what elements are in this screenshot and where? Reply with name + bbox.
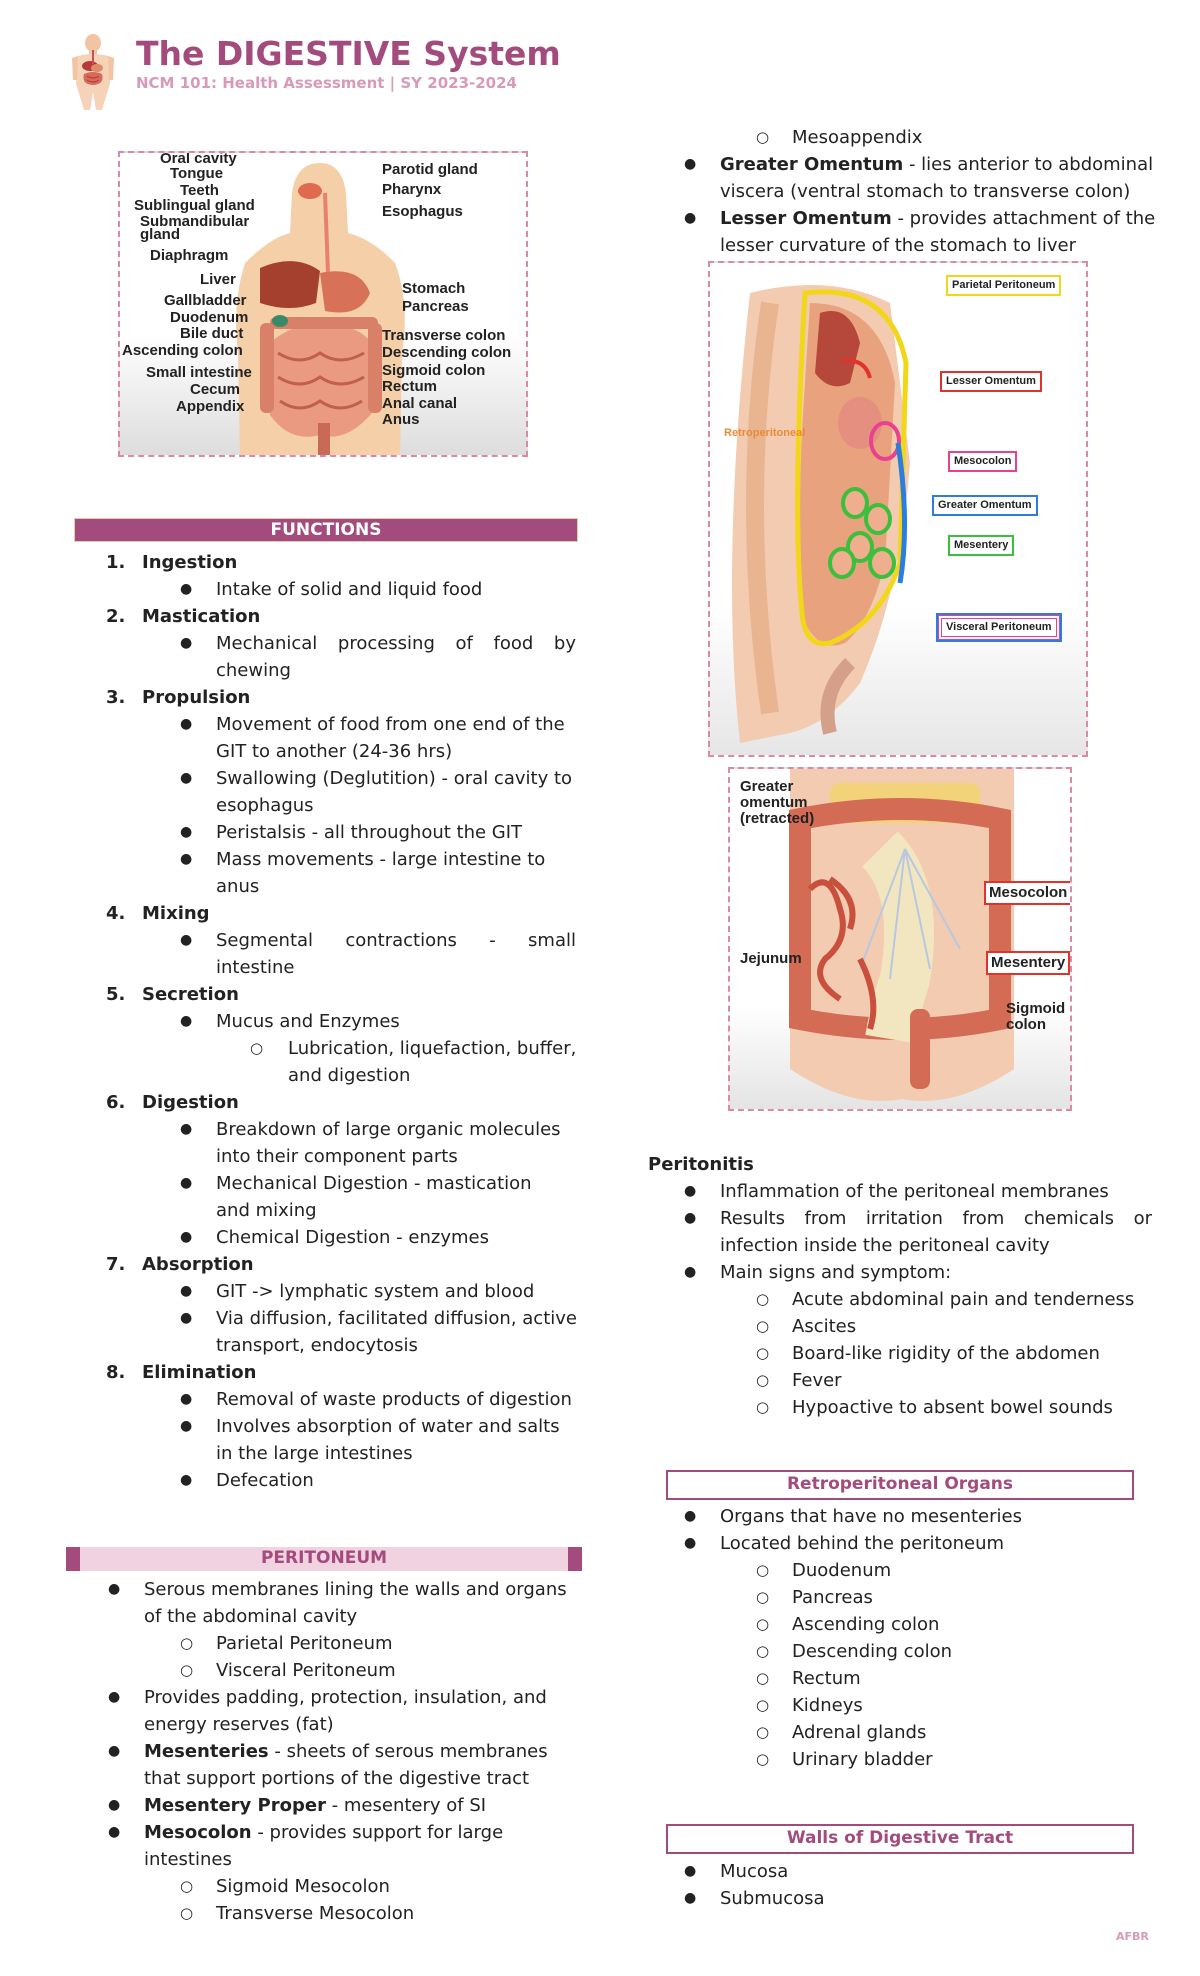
function-detail: Removal of waste products of digestion xyxy=(216,1389,572,1410)
function-number: 6. xyxy=(106,1092,126,1113)
label-omentum: omentum xyxy=(740,794,808,811)
bullet-icon: ● xyxy=(684,1863,697,1879)
function-detail: esophagus xyxy=(216,795,314,816)
mesentery-figure xyxy=(728,767,1072,1111)
peritoneum-text: of the abdominal cavity xyxy=(144,1606,358,1627)
term-mesocolon: Mesocolon xyxy=(144,1822,252,1843)
label-appendix: Appendix xyxy=(176,398,245,415)
label-mesentery: Mesentery xyxy=(986,951,1070,975)
box-greater-omentum: Greater Omentum xyxy=(932,495,1038,516)
label-colon: colon xyxy=(1006,1016,1046,1033)
label-sigmoid-colon: Sigmoid colon xyxy=(382,362,486,379)
label-esophagus: Esophagus xyxy=(382,203,463,220)
label-liver: Liver xyxy=(200,271,236,288)
peritonitis-item: Main signs and symptom: xyxy=(720,1262,952,1283)
bullet-icon: ● xyxy=(180,1283,193,1299)
page-subtitle: NCM 101: Health Assessment | SY 2023-2024 xyxy=(136,74,517,92)
box-mesocolon: Mesocolon xyxy=(948,451,1017,472)
term-greater-omentum: Greater Omentum xyxy=(720,154,904,175)
circle-bullet-icon: ○ xyxy=(250,1039,264,1057)
label-jejunum: Jejunum xyxy=(740,950,802,967)
organ-item: Duodenum xyxy=(792,1560,892,1581)
function-title: Absorption xyxy=(142,1254,254,1275)
box-visceral-peritoneum: Visceral Peritoneum xyxy=(938,615,1060,640)
organ-item: Pancreas xyxy=(792,1587,873,1608)
bullet-icon: ● xyxy=(684,156,697,172)
peritoneum-text: Mesoappendix xyxy=(792,127,923,148)
function-detail: into their component parts xyxy=(216,1146,458,1167)
peritonitis-heading: Peritonitis xyxy=(648,1154,754,1175)
wall-layer-item: Mucosa xyxy=(720,1861,789,1882)
symptom-item: Board-like rigidity of the abdomen xyxy=(792,1343,1100,1364)
function-title: Mastication xyxy=(142,606,261,627)
label-cecum: Cecum xyxy=(190,381,241,398)
box-parietal-peritoneum: Parietal Peritoneum xyxy=(946,275,1061,296)
peritoneum-text xyxy=(720,151,1153,178)
label-pancreas: Pancreas xyxy=(402,298,469,315)
bullet-icon: ● xyxy=(180,1391,193,1407)
label-duodenum: Duodenum xyxy=(170,309,249,326)
peritoneum-text: Visceral Peritoneum xyxy=(216,1660,396,1681)
function-detail: Mechanical Digestion - mastication xyxy=(216,1173,532,1194)
function-detail: Intake of solid and liquid food xyxy=(216,579,483,600)
label-mesocolon: Mesocolon xyxy=(984,881,1072,905)
label-sublingual: Sublingual gland xyxy=(134,197,255,214)
peritoneum-text xyxy=(144,1738,548,1765)
label-ascending-colon: Ascending colon xyxy=(122,342,243,359)
function-detail: Via diffusion, facilitated diffusion, active xyxy=(216,1308,577,1329)
bullet-icon: ● xyxy=(684,1183,697,1199)
peritoneum-figure xyxy=(708,261,1088,757)
bullet-icon: ● xyxy=(684,1210,697,1226)
bullet-icon: ● xyxy=(108,1824,121,1840)
function-detail: Breakdown of large organic molecules xyxy=(216,1119,561,1140)
function-detail: GIT -> lymphatic system and blood xyxy=(216,1281,535,1302)
label-pharynx: Pharynx xyxy=(382,181,442,198)
label-teeth: Teeth xyxy=(180,182,219,199)
header-logo xyxy=(68,34,118,112)
label-parotid: Parotid gland xyxy=(382,161,478,178)
digestive-system-figure xyxy=(118,151,528,457)
symptom-item: Hypoactive to absent bowel sounds xyxy=(792,1397,1113,1418)
function-detail: Movement of food from one end of the xyxy=(216,714,565,735)
function-title: Digestion xyxy=(142,1092,239,1113)
function-detail: Chemical Digestion - enzymes xyxy=(216,1227,489,1248)
peritoneum-text: Sigmoid Mesocolon xyxy=(216,1876,390,1897)
retroperitoneal-item: Organs that have no mesenteries xyxy=(720,1506,1022,1527)
function-detail: and digestion xyxy=(288,1065,411,1086)
function-detail: Peristalsis - all throughout the GIT xyxy=(216,822,523,843)
peritonitis-item: Results from irritation from chemicals or xyxy=(720,1208,1152,1229)
organ-item: Urinary bladder xyxy=(792,1749,933,1770)
bullet-icon: ● xyxy=(684,1508,697,1524)
circle-bullet-icon: ○ xyxy=(756,1317,770,1335)
retroperitoneal-item: Located behind the peritoneum xyxy=(720,1533,1005,1554)
label-small-intestine: Small intestine xyxy=(146,364,252,381)
function-detail: and mixing xyxy=(216,1200,317,1221)
function-detail: Lubrication, liquefaction, buffer, xyxy=(288,1038,577,1059)
peritoneum-heading: PERITONEUM xyxy=(66,1547,582,1571)
function-detail: intestine xyxy=(216,957,295,978)
bullet-icon: ● xyxy=(180,824,193,840)
function-title: Ingestion xyxy=(142,552,238,573)
label-transverse-colon: Transverse colon xyxy=(382,327,506,344)
peritonitis-item: Inflammation of the peritoneal membranes xyxy=(720,1181,1109,1202)
function-detail: chewing xyxy=(216,660,291,681)
functions-heading: FUNCTIONS xyxy=(74,518,578,542)
function-detail: transport, endocytosis xyxy=(216,1335,418,1356)
function-title: Propulsion xyxy=(142,687,251,708)
bullet-icon: ● xyxy=(180,1229,193,1245)
bullet-icon: ● xyxy=(180,716,193,732)
wall-layer-item: Submucosa xyxy=(720,1888,825,1909)
term-definition: - provides attachment of the xyxy=(891,208,1156,229)
organ-item: Adrenal glands xyxy=(792,1722,927,1743)
function-detail: Defecation xyxy=(216,1470,314,1491)
label-retracted: (retracted) xyxy=(740,810,815,827)
bullet-icon: ● xyxy=(180,635,193,651)
circle-bullet-icon: ○ xyxy=(756,1642,770,1660)
peritoneum-text xyxy=(720,205,1155,232)
bullet-icon: ● xyxy=(684,1535,697,1551)
circle-bullet-icon: ○ xyxy=(756,1750,770,1768)
circle-bullet-icon: ○ xyxy=(180,1904,194,1922)
function-number: 5. xyxy=(106,984,126,1005)
circle-bullet-icon: ○ xyxy=(756,1344,770,1362)
label-stomach: Stomach xyxy=(402,280,466,297)
bullet-icon: ● xyxy=(684,1264,697,1280)
function-number: 2. xyxy=(106,606,126,627)
peritoneum-text: Serous membranes lining the walls and organs xyxy=(144,1579,567,1600)
circle-bullet-icon: ○ xyxy=(180,1877,194,1895)
circle-bullet-icon: ○ xyxy=(756,1696,770,1714)
box-mesentery: Mesentery xyxy=(948,535,1014,556)
symptom-item: Fever xyxy=(792,1370,842,1391)
bullet-icon: ● xyxy=(180,1175,193,1191)
label-oral-cavity: Oral cavity xyxy=(160,151,237,167)
peritoneum-text: lesser curvature of the stomach to liver xyxy=(720,235,1076,256)
label-greater-omentum: Greater xyxy=(740,778,794,795)
circle-bullet-icon: ○ xyxy=(756,128,770,146)
bullet-icon: ● xyxy=(180,770,193,786)
term-definition: - provides support for large xyxy=(251,1822,504,1843)
bullet-icon: ● xyxy=(180,1472,193,1488)
function-detail: Involves absorption of water and salts xyxy=(216,1416,560,1437)
bullet-icon: ● xyxy=(180,1418,193,1434)
function-title: Secretion xyxy=(142,984,239,1005)
function-number: 7. xyxy=(106,1254,126,1275)
bullet-icon: ● xyxy=(180,851,193,867)
term-definition: - mesentery of SI xyxy=(325,1795,487,1816)
term-definition: - sheets of serous membranes xyxy=(268,1741,548,1762)
circle-bullet-icon: ○ xyxy=(756,1561,770,1579)
peritoneum-text: energy reserves (fat) xyxy=(144,1714,334,1735)
function-title: Elimination xyxy=(142,1362,257,1383)
circle-bullet-icon: ○ xyxy=(180,1634,194,1652)
label-submandibular: Submandibular xyxy=(140,213,250,230)
peritoneum-text: intestines xyxy=(144,1849,232,1870)
organ-item: Descending colon xyxy=(792,1641,953,1662)
label-gallbladder: Gallbladder xyxy=(164,292,247,309)
circle-bullet-icon: ○ xyxy=(756,1290,770,1308)
peritoneum-text: that support portions of the digestive tract xyxy=(144,1768,530,1789)
organ-item: Kidneys xyxy=(792,1695,863,1716)
circle-bullet-icon: ○ xyxy=(756,1371,770,1389)
bullet-icon: ● xyxy=(108,1743,121,1759)
bullet-icon: ● xyxy=(684,1890,697,1906)
digestive-body-icon xyxy=(68,34,118,112)
label-anal-canal: Anal canal xyxy=(382,395,458,412)
peritonitis-item: infection inside the peritoneal cavity xyxy=(720,1235,1050,1256)
peritoneum-text: Provides padding, protection, insulation, and xyxy=(144,1687,547,1708)
retroperitoneal-heading: Retroperitoneal Organs xyxy=(666,1470,1134,1500)
function-detail: Swallowing (Deglutition) - oral cavity to xyxy=(216,768,573,789)
bullet-icon: ● xyxy=(180,1121,193,1137)
function-number: 3. xyxy=(106,687,126,708)
bullet-icon: ● xyxy=(108,1797,121,1813)
circle-bullet-icon: ○ xyxy=(756,1588,770,1606)
circle-bullet-icon: ○ xyxy=(756,1398,770,1416)
function-title: Mixing xyxy=(142,903,210,924)
label-tongue: Tongue xyxy=(170,165,224,182)
function-number: 1. xyxy=(106,552,126,573)
peritoneum-text xyxy=(144,1792,486,1819)
term-mesenteries: Mesenteries xyxy=(144,1741,269,1762)
circle-bullet-icon: ○ xyxy=(756,1723,770,1741)
peritoneum-text: Parietal Peritoneum xyxy=(216,1633,393,1654)
label-anus: Anus xyxy=(382,411,420,428)
bullet-icon: ● xyxy=(180,581,193,597)
bullet-icon: ● xyxy=(180,1013,193,1029)
term-lesser-omentum: Lesser Omentum xyxy=(720,208,892,229)
peritoneum-text xyxy=(144,1819,503,1846)
circle-bullet-icon: ○ xyxy=(756,1615,770,1633)
term-mesentery-proper: Mesentery Proper xyxy=(144,1795,326,1816)
retroperitoneal-side-label: Retroperitoneal xyxy=(724,427,806,439)
term-definition: - lies anterior to abdominal xyxy=(903,154,1154,175)
function-detail: Segmental contractions - small xyxy=(216,930,576,951)
function-number: 8. xyxy=(106,1362,126,1383)
function-number: 4. xyxy=(106,903,126,924)
label-diaphragm: Diaphragm xyxy=(150,247,229,264)
bullet-icon: ● xyxy=(180,1310,193,1326)
bullet-icon: ● xyxy=(108,1689,121,1705)
function-detail: in the large intestines xyxy=(216,1443,413,1464)
function-detail: anus xyxy=(216,876,260,897)
peritoneum-text: Transverse Mesocolon xyxy=(216,1903,415,1924)
label-sigmoid: Sigmoid xyxy=(1006,1000,1066,1017)
function-detail: Mass movements - large intestine to xyxy=(216,849,546,870)
walls-heading: Walls of Digestive Tract xyxy=(666,1824,1134,1854)
bullet-icon: ● xyxy=(180,932,193,948)
peritoneum-text: viscera (ventral stomach to transverse colon) xyxy=(720,181,1131,202)
symptom-item: Ascites xyxy=(792,1316,857,1337)
function-detail: Mucus and Enzymes xyxy=(216,1011,400,1032)
symptom-item: Acute abdominal pain and tenderness xyxy=(792,1289,1135,1310)
footer-initials: AFBR xyxy=(1116,1930,1149,1943)
label-bile-duct: Bile duct xyxy=(180,325,244,342)
label-submandibular-2: gland xyxy=(140,226,180,243)
bullet-icon: ● xyxy=(684,210,697,226)
box-lesser-omentum: Lesser Omentum xyxy=(940,371,1042,392)
bullet-icon: ● xyxy=(108,1581,121,1597)
label-rectum: Rectum xyxy=(382,378,438,395)
organ-item: Rectum xyxy=(792,1668,861,1689)
organ-item: Ascending colon xyxy=(792,1614,940,1635)
circle-bullet-icon: ○ xyxy=(180,1661,194,1679)
function-detail: Mechanical processing of food by xyxy=(216,633,576,654)
page-title: The DIGESTIVE System xyxy=(136,34,561,73)
function-detail: GIT to another (24-36 hrs) xyxy=(216,741,453,762)
circle-bullet-icon: ○ xyxy=(756,1669,770,1687)
label-descending-colon: Descending colon xyxy=(382,344,512,361)
